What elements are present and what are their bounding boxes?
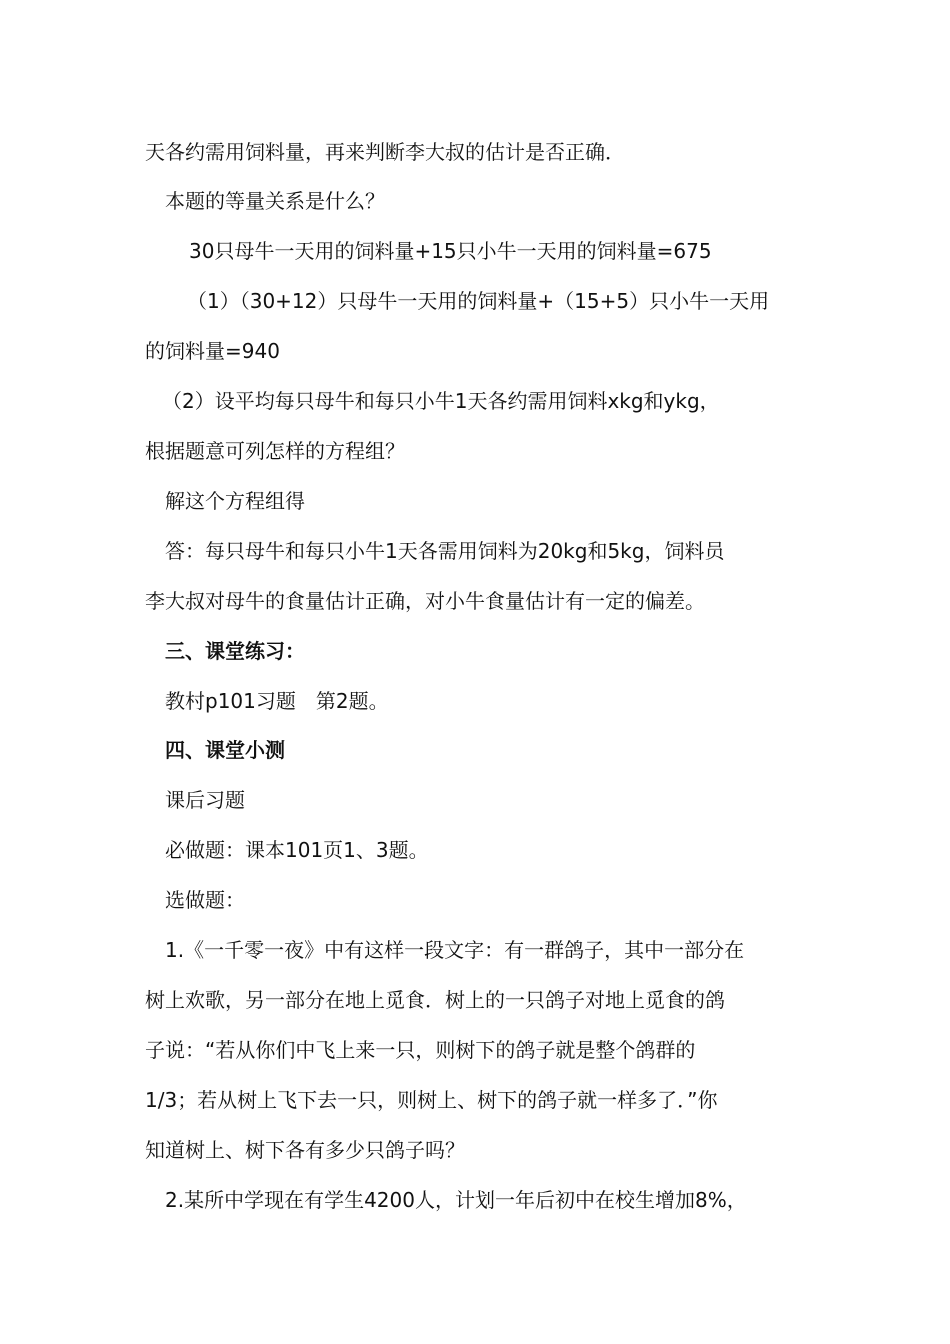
text-line: 选做题：: [165, 888, 245, 912]
section-heading-quiz: 四、课堂小测: [165, 738, 285, 762]
text-line: 答：每只母牛和每只小牛1天各需用饲料为20kg和5kg，饲料员: [165, 539, 725, 563]
text-line: 李大叔对母牛的食量估计正确，对小牛食量估计有一定的偏差。: [145, 589, 705, 613]
text-line: 解这个方程组得: [165, 489, 305, 513]
section-heading-practice: 三、课堂练习：: [165, 639, 305, 663]
text-line: 1.《一千零一夜》中有这样一段文字：有一群鸽子，其中一部分在: [165, 938, 745, 962]
text-line: 知道树上、树下各有多少只鸽子吗？: [145, 1138, 465, 1162]
text-line: 2.某所中学现在有学生4200人，计划一年后初中在校生增加8%，: [165, 1188, 747, 1212]
text-line: 1/3；若从树上飞下去一只，则树上、树下的鸽子就一样多了．”你: [145, 1088, 718, 1112]
text-line: （1）（30+12）只母牛一天用的饲料量+（15+5）只小牛一天用: [187, 289, 770, 313]
text-line: 课后习题: [165, 788, 245, 812]
text-line: （2）设平均每只母牛和每只小牛1天各约需用饲料xkg和ykg，: [162, 389, 720, 413]
text-line: 树上欢歌，另一部分在地上觅食．树上的一只鸽子对地上觅食的鸽: [145, 988, 725, 1012]
text-line: 必做题：课本101页1、3题。: [165, 838, 429, 862]
text-line: 根据题意可列怎样的方程组？: [145, 439, 405, 463]
text-line: 30只母牛一天用的饲料量+15只小牛一天用的饲料量=675: [189, 239, 712, 263]
text-line: 本题的等量关系是什么？: [165, 189, 385, 213]
text-line: 子说：“若从你们中飞上来一只，则树下的鸽子就是整个鸽群的: [145, 1038, 696, 1062]
text-line: 的饲料量=940: [145, 339, 280, 363]
text-line: 天各约需用饲料量，再来判断李大叔的估计是否正确．: [145, 140, 625, 164]
text-line: 教村p101习题 第2题。: [165, 689, 389, 713]
